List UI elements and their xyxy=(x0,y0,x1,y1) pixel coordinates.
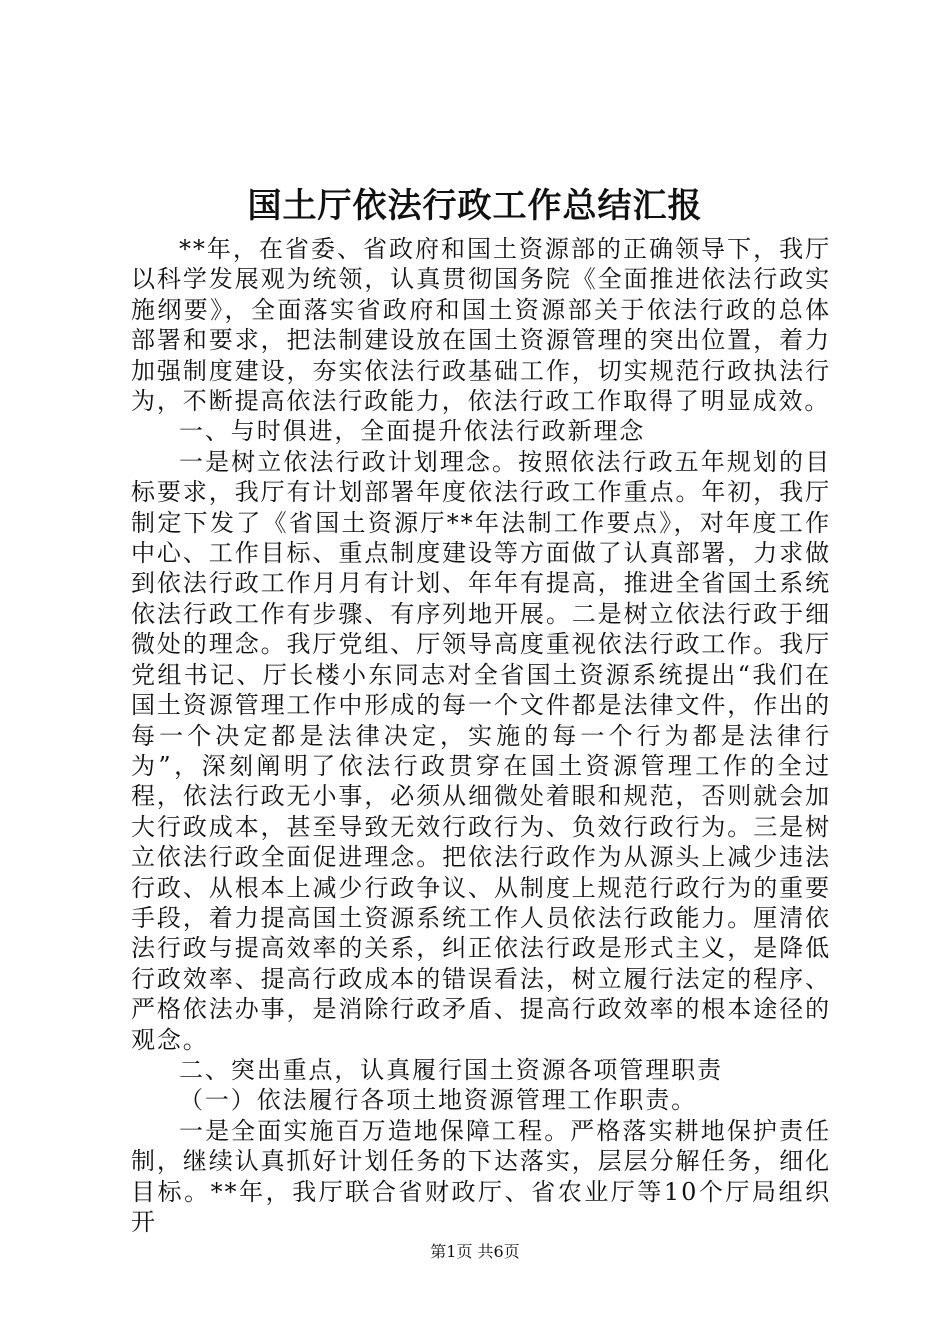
paragraph-intro: **年，在省委、省政府和国土资源部的正确领导下，我厅以科学发展观为统领，认真贯彻国务院《全面推进依法行政实施纲要》，全面落实省政府和国土资源部关于依法行政的总体部署和要求，把法制建设放在国土资源管理的突出位置，着力加强制度建设，夯实依法行政基础工作，切实规范行政执法行为，不断提高依法行政能力，依法行政工作取得了明显成效。 xyxy=(131,235,831,416)
subsection-heading-1: （一）依法履行各项土地资源管理工作职责。 xyxy=(179,1086,697,1115)
section-heading-1: 一、与时俱进，全面提升依法行政新理念 xyxy=(179,417,646,446)
paragraph-subsection-1: 一是全面实施百万造地保障工程。严格落实耕地保护责任制，继续认真抓好计划任务的下达落实，层层分解任务，细化目标。**年，我厅联合省财政厅、省农业厅等10个厅局组织开 xyxy=(131,1116,831,1236)
document-title: 国土厅依法行政工作总结汇报 xyxy=(247,186,703,226)
page-number: 第1页 共6页 xyxy=(430,1242,520,1261)
paragraph-section-1: 一是树立依法行政计划理念。按照依法行政五年规划的目标要求，我厅有计划部署年度依法行政工作重点。年初，我厅制定下发了《省国土资源厅**年法制工作要点》，对年度工作中心、工作目标、重点制度建设等方面做了认真部署，力求做到依法行政工作月月有计划、年年有提高，推进全省国土系统依法行政工作有步骤、有序列地开展。二是树立依法行政于细微处的理念。我厅党组、厅领导高度重视依法行政工作。我厅党组书记、厅长楼小东同志对全省国土资源系统提出“我们在国土资源管理工作中形成的每一个文件都是法律文件，作出的每一个决定都是法律决定，实施的每一个行为都是法律行为”，深刻阐明了依法行政贯穿在国土资源管理工作的全过程，依法行政无小事，必须从细微处着眼和规范，否则就会加大行政成本，甚至导致无效行政行为、负效行政行为。三是树立依法行政全面促进理念。把依法行政作为从源头上减少违法行政、从根本上减少行政争议、从制度上规范行政行为的重要手段，着力提高国土资源系统工作人员依法行政能力。厘清依法行政与提高效率的关系，纠正依法行政是形式主义，是降低行政效率、提高行政成本的错误看法，树立履行法定的程序、严格依法办事，是消除行政矛盾、提高行政效率的根本途径的观念。 xyxy=(131,447,831,1054)
section-heading-2: 二、突出重点，认真履行国土资源各项管理职责 xyxy=(179,1055,723,1084)
document-body xyxy=(131,234,831,1237)
